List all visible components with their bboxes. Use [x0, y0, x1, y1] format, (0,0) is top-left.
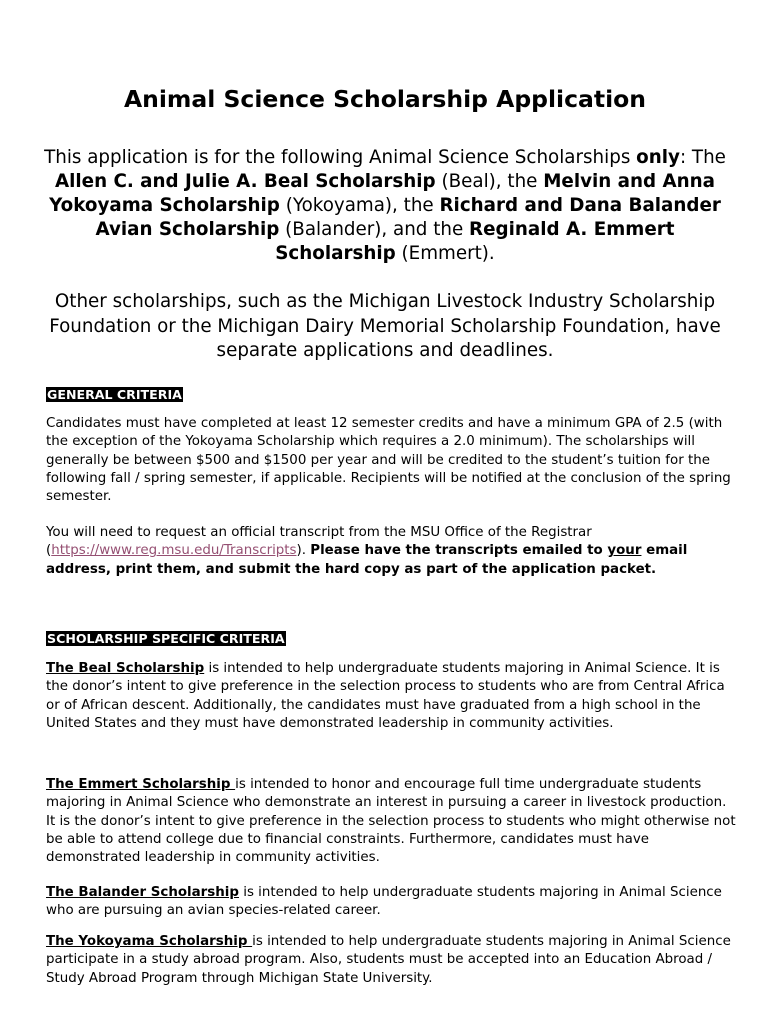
yokoyama-scholarship-name: Melvin and Anna Yokoyama Scholarship	[49, 171, 715, 216]
transcript-text-1: You will need to request an official transcript from the MSU Office of the Registrar (	[46, 525, 592, 559]
intro-text-3: (Beal), the	[435, 171, 544, 192]
general-criteria-paragraph: Candidates must have completed at least 12 semester credits and have a minimum GPA of 2.5 (with the exception of the Yokoyama Scholarship which requires a 2.0 minimum). The scholarships will generally be between $500 and $1500 per year and will be credited to the student’s tuition for the following fall / spring semester, if applicable. Recipients will be notified at the conclusion of the spring semester.	[46, 416, 731, 505]
transcript-your: your	[607, 543, 642, 559]
yokoyama-scholarship-text: is intended to help undergraduate students majoring in Animal Science participate in a study abroad program. Also, students must be accepted into an Education Abroad / Study Abroad Program through Michigan State University.	[46, 934, 731, 986]
beal-scholarship-title: The Beal Scholarship	[46, 661, 205, 676]
page-title: Animal Science Scholarship Application	[123, 85, 647, 113]
intro-text-6: (Emmert).	[395, 243, 495, 264]
beal-scholarship-text: is intended to help undergraduate students majoring in Animal Science. It is the donor’s intent to give preference in the selection process to students who are from Central Africa or of African descent. Additionally, the candidates must have graduated from a high school in the United States and they must have demonstrated leadership in community activities.	[46, 661, 725, 731]
specific-criteria-heading-text: SCHOLARSHIP SPECIFIC CRITERIA	[47, 631, 285, 646]
beal-criteria-paragraph	[46, 660, 736, 733]
emmert-scholarship-title: The Emmert Scholarship	[46, 777, 236, 792]
intro-text-2: : The	[679, 147, 726, 168]
transcript-bold-2: email address, print them, and submit the hard copy as part of the application packet.	[46, 543, 688, 577]
intro-text-4: (Yokoyama), the	[279, 195, 440, 216]
registrar-transcripts-link[interactable]: https://www.reg.msu.edu/Transcripts	[51, 543, 297, 559]
emmert-scholarship-name: Reginald A. Emmert Scholarship	[275, 219, 675, 264]
intro-paragraph	[40, 146, 730, 266]
intro-only: only	[636, 147, 680, 168]
balander-criteria-paragraph	[46, 884, 736, 921]
specific-criteria-heading	[46, 630, 286, 647]
general-criteria-heading	[46, 386, 183, 403]
general-criteria-heading-text: GENERAL CRITERIA	[47, 387, 182, 402]
beal-scholarship-name: Allen C. and Julie A. Beal Scholarship	[55, 171, 436, 192]
balander-scholarship-name: Richard and Dana Balander Avian Scholarship	[95, 195, 721, 240]
yokoyama-criteria-paragraph	[46, 933, 736, 988]
other-scholarships-paragraph: Other scholarships, such as the Michigan Livestock Industry Scholarship Foundation or the Michigan Dairy Memorial Scholarship Foundation, have separate applications and deadlines.	[49, 291, 721, 361]
transcript-text-2: ).	[296, 543, 311, 559]
intro-text-1: This application is for the following Animal Science Scholarships	[44, 147, 637, 168]
intro-text-5: (Balander), and the	[279, 219, 470, 240]
emmert-scholarship-text: is intended to honor and encourage full time undergraduate students majoring in Animal Science who demonstrate an interest in pursuing a career in livestock production. It is the donor’s intent to give preference in the selection process to students who might otherwise not be able to attend college due to financial constraints. Furthermore, candidates must have demonstrated leadership in community activities.	[46, 777, 736, 866]
transcript-bold-1: Please have the transcripts emailed to	[310, 543, 608, 559]
emmert-criteria-paragraph	[46, 776, 736, 867]
balander-scholarship-title: The Balander Scholarship	[46, 885, 239, 900]
yokoyama-scholarship-title: The Yokoyama Scholarship	[46, 934, 253, 949]
transcript-paragraph	[46, 524, 736, 579]
balander-scholarship-text: is intended to help undergraduate students majoring in Animal Science who are pursuing an avian species-related career.	[46, 885, 722, 919]
